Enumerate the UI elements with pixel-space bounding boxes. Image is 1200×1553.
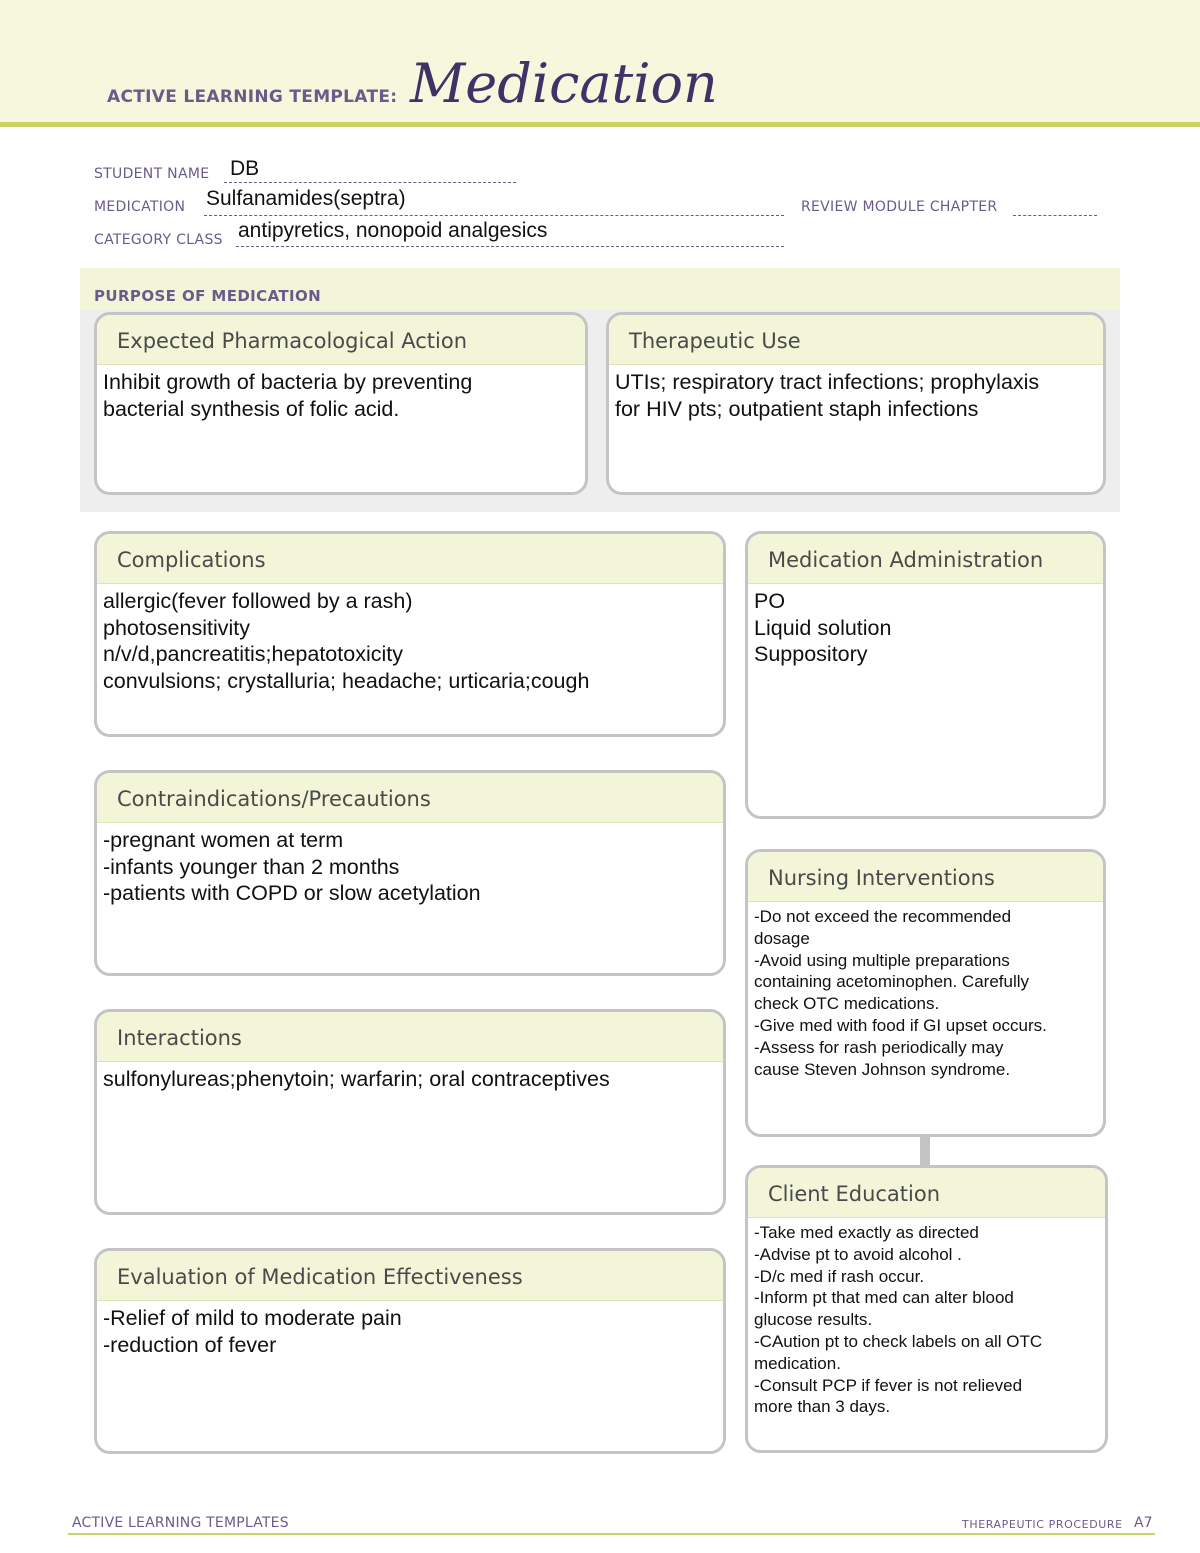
client-education-box	[745, 1165, 1108, 1453]
category-field[interactable]: antipyretics, nonopoid analgesics	[238, 219, 548, 242]
interactions-box	[94, 1009, 726, 1215]
text-line: photosensitivity	[103, 615, 250, 640]
nursing-interventions-text[interactable]	[748, 902, 1103, 1080]
evaluation-text[interactable]	[97, 1301, 723, 1358]
text-line: -Inform pt that med can alter blood	[754, 1288, 1014, 1308]
administration-box	[745, 531, 1106, 819]
connector-bar	[920, 1135, 930, 1167]
footer-left-label: ACTIVE LEARNING TEMPLATES	[72, 1515, 289, 1531]
expected-action-box	[94, 312, 588, 495]
text-line: convulsions; crystalluria; headache; urticaria;cough	[103, 668, 590, 693]
medication-field[interactable]: Sulfanamides(septra)	[206, 187, 406, 210]
footer-right-label: THERAPEUTIC PROCEDURE	[962, 1518, 1123, 1531]
nursing-interventions-title: Nursing Interventions	[748, 852, 1103, 902]
page-title: Medication	[410, 52, 718, 115]
administration-title: Medication Administration	[748, 534, 1103, 584]
text-line: -Give med with food if GI upset occurs.	[754, 1015, 1047, 1035]
contraindications-box	[94, 770, 726, 976]
text-line: -Take med exactly as directed	[754, 1223, 979, 1242]
text-line: PO	[754, 589, 786, 613]
student-name-field[interactable]: DB	[230, 157, 260, 180]
text-line: more than 3 days.	[754, 1397, 891, 1417]
therapeutic-use-title: Therapeutic Use	[609, 315, 1103, 365]
text-line: cause Steven Johnson syndrome.	[754, 1059, 1011, 1079]
text-line: Suppository	[754, 642, 868, 666]
text-line: UTIs; respiratory tract infections; prophylaxis	[615, 370, 1040, 394]
therapeutic-use-box	[606, 312, 1106, 495]
text-line: for HIV pts; outpatient staph infections	[615, 396, 979, 421]
expected-action-title: Expected Pharmacological Action	[97, 315, 585, 365]
text-line: glucose results.	[754, 1310, 873, 1330]
text-line: -D/c med if rash occur.	[754, 1266, 925, 1286]
contraindications-title: Contraindications/Precautions	[97, 773, 723, 823]
complications-box	[94, 531, 726, 737]
text-line: -Consult PCP if fever is not relieved	[754, 1375, 1023, 1395]
review-module-line	[1013, 215, 1097, 216]
interactions-title: Interactions	[97, 1012, 723, 1062]
text-line: -CAution pt to check labels on all OTC	[754, 1331, 1043, 1351]
category-line	[236, 246, 784, 247]
text-line: -infants younger than 2 months	[103, 854, 400, 879]
student-name-line	[224, 182, 516, 183]
text-line: medication.	[754, 1353, 841, 1373]
administration-text[interactable]	[748, 584, 1103, 668]
text-line: Liquid solution	[754, 615, 892, 640]
nursing-interventions-box	[745, 849, 1106, 1137]
purpose-title: PURPOSE OF MEDICATION	[94, 287, 322, 305]
expected-action-text[interactable]	[97, 365, 585, 422]
text-line: -Do not exceed the recommended	[754, 907, 1012, 926]
medication-label: MEDICATION	[94, 199, 186, 215]
evaluation-title: Evaluation of Medication Effectiveness	[97, 1251, 723, 1301]
template-label: ACTIVE LEARNING TEMPLATE:	[107, 87, 398, 107]
header-rule	[0, 122, 1200, 127]
client-education-text[interactable]	[748, 1218, 1105, 1418]
review-module-label: REVIEW MODULE CHAPTER	[801, 199, 998, 215]
text-line: -Assess for rash periodically may	[754, 1037, 1004, 1057]
text-line: -patients with COPD or slow acetylation	[103, 881, 481, 905]
text-line: containing acetominophen. Carefully	[754, 972, 1030, 992]
evaluation-box	[94, 1248, 726, 1454]
page-number: A7	[1134, 1515, 1153, 1531]
category-label: CATEGORY CLASS	[94, 232, 223, 248]
client-education-title: Client Education	[748, 1168, 1105, 1218]
text-line: check OTC medications.	[754, 994, 940, 1014]
therapeutic-use-text[interactable]	[609, 365, 1103, 422]
interactions-text[interactable]	[97, 1062, 723, 1093]
text-line: -reduction of fever	[103, 1332, 277, 1357]
text-line: -Avoid using multiple preparations	[754, 950, 1010, 970]
footer-rule	[68, 1533, 1155, 1535]
text-line: allergic(fever followed by a rash)	[103, 589, 413, 613]
text-line: sulfonylureas;phenytoin; warfarin; oral contraceptives	[103, 1067, 610, 1091]
contraindications-text[interactable]	[97, 823, 723, 907]
text-line: Inhibit growth of bacteria by preventing	[103, 370, 473, 394]
student-name-label: STUDENT NAME	[94, 166, 210, 182]
complications-text[interactable]	[97, 584, 723, 694]
complications-title: Complications	[97, 534, 723, 584]
text-line: -pregnant women at term	[103, 828, 344, 852]
text-line: -Advise pt to avoid alcohol .	[754, 1244, 962, 1264]
text-line: -Relief of mild to moderate pain	[103, 1306, 402, 1330]
text-line: bacterial synthesis of folic acid.	[103, 396, 400, 421]
text-line: dosage	[754, 928, 810, 948]
medication-line	[204, 215, 784, 216]
text-line: n/v/d,pancreatitis;hepatotoxicity	[103, 642, 403, 666]
